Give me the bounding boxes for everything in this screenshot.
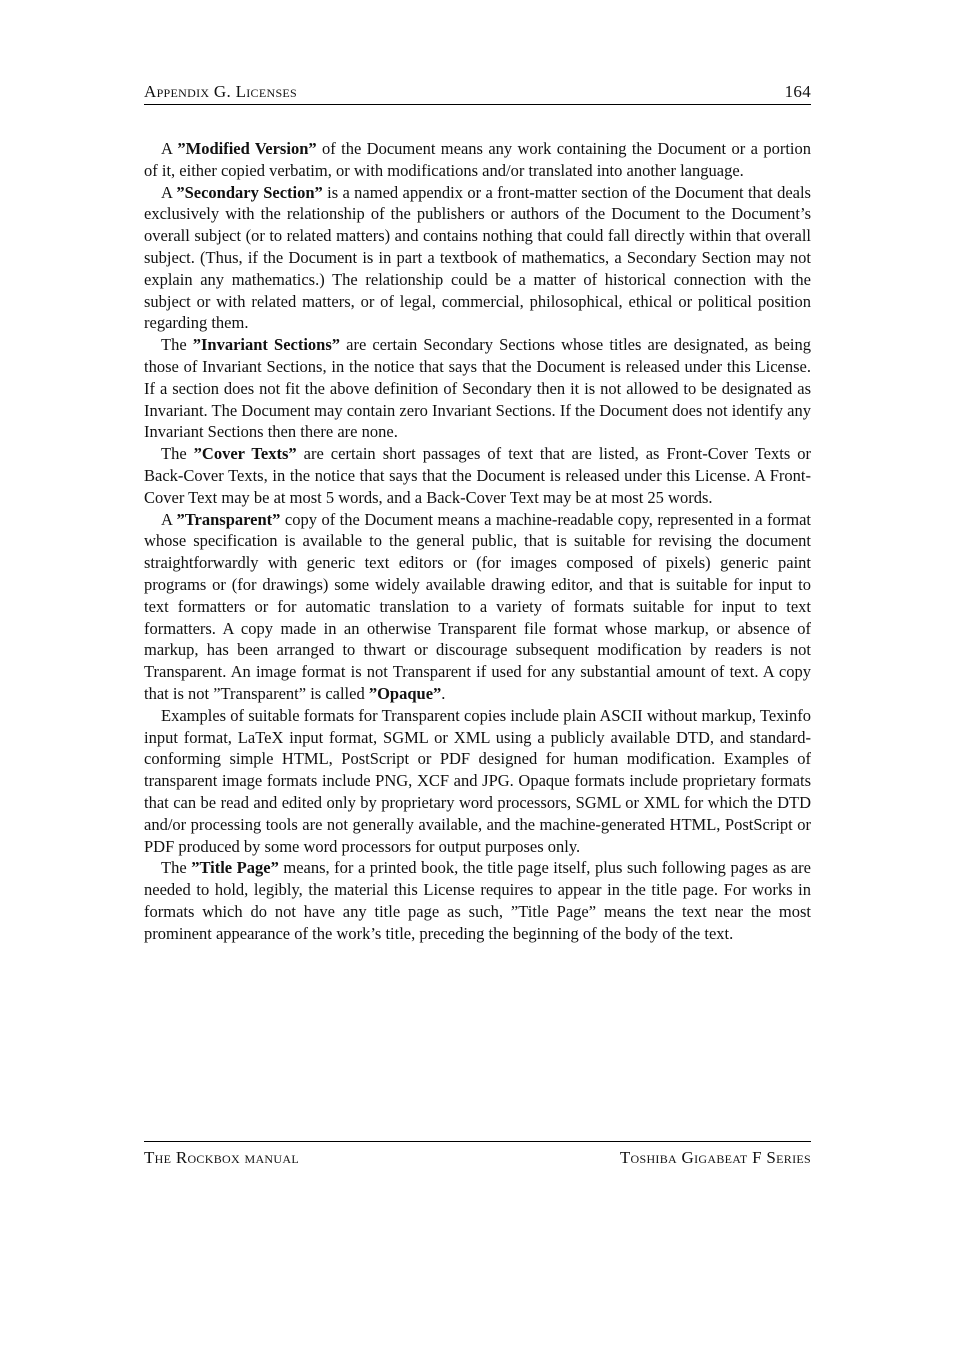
term-transparent: ”Transparent” — [176, 509, 281, 529]
term-opaque: ”Opaque” — [368, 683, 442, 703]
paragraph-title-page: The ”Title Page” means, for a printed book, the title page itself, plus such following pages as are needed to hold, legibly, the material this License requires to appear in the title page. For works in formats which do not have any title page as such, ”Title Page” means the text near the most prominent appearance of the work’s title, preceding the beginning of the body of the text. — [144, 858, 811, 943]
device-series: Toshiba Gigabeat F Series — [619, 1148, 811, 1167]
term-cover-texts: ”Cover Texts” — [193, 444, 297, 464]
paragraph-format-examples: Examples of suitable formats for Transparent copies include plain ASCII without markup, Texinfo input format, LaTeX input format, SGML or XML using a publicly available DTD, and standard-conforming simple HTML, PostScript or PDF designed for human modification. Examples of transparent image formats include PNG, XCF and JPG. Opaque formats include proprietary formats that can be read and edited only by proprietary word processors, SGML or XML for which the DTD and/or processing tools are not generally available, and the machine-generated HTML, PostScript or PDF produced by some word processors for output purposes only. — [144, 705, 811, 856]
running-header — [144, 80, 811, 105]
term-invariant-sections: ”Invariant Sections” — [192, 335, 341, 355]
page-number: 164 — [784, 82, 811, 101]
paragraph-transparent: A ”Transparent” copy of the Document means a machine-readable copy, represented in a format whose specification is available to the general public, that is suitable for revising the document straightforwardly with generic text editors or (for images composed of pixels) generic paint programs or (for drawings) some widely available drawing editor, and that is suitable for input to text formatters or for automatic translation to a variety of formats suitable for input to text formatters. A copy made in an otherwise Transparent file format whose markup, or absence of markup, has been arranged to thwart or discourage subsequent modification by readers is not Transparent. An image format is not Transparent if used for any substantial amount of text. A copy that is not ”Transparent” is called ”Opaque”. — [144, 509, 811, 703]
term-secondary-section: ”Secondary Section” — [176, 182, 323, 202]
term-modified-version: ”Modified Version” — [177, 139, 317, 158]
term-title-page: ”Title Page” — [191, 858, 279, 878]
chapter-title: Appendix G. Licenses — [144, 82, 298, 101]
manual-title: The Rockbox manual — [144, 1148, 299, 1167]
body-text — [144, 138, 811, 944]
paragraph-modified-version: A ”Modified Version” of the Document means any work containing the Document or a portion of it, either copied verbatim, or with modifications and/or translated into another language. — [144, 139, 811, 180]
paragraph-invariant-sections: The ”Invariant Sections” are certain Secondary Sections whose titles are designated, as being those of Invariant Sections, in the notice that says that the Document is released under this License. If a section does not fit the above definition of Secondary then it is not allowed to be designated as Invariant. The Document may contain zero Invariant Sections. If the Document does not identify any Invariant Sections then there are none. — [144, 335, 811, 442]
running-footer — [144, 1141, 811, 1167]
paragraph-secondary-section: A ”Secondary Section” is a named appendix or a front-matter section of the Document that deals exclusively with the relationship of the publishers or authors of the Document to the Document’s overall subject (or to related matters) and contains nothing that could fall directly within that overall subject. (Thus, if the Document is in part a textbook of mathematics, a Secondary Section may not explain any mathematics.) The relationship could be a matter of historical connection with the subject or with related matters, or of legal, commercial, philosophical, ethical or political position regarding them. — [144, 182, 811, 333]
paragraph-cover-texts: The ”Cover Texts” are certain short passages of text that are listed, as Front-Cover Texts or Back-Cover Texts, in the notice that says that the Document is released under this License. A Front-Cover Text may be at most 5 words, and a Back-Cover Text may be at most 25 words. — [144, 444, 812, 507]
